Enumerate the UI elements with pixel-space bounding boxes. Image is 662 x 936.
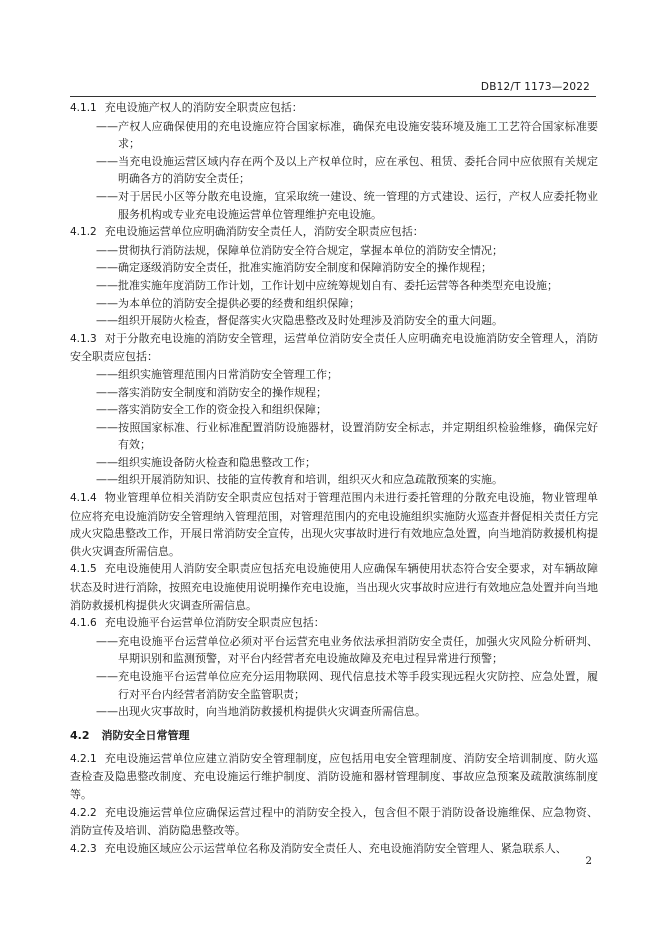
- clause-4-1-4: [70, 489, 598, 560]
- clause-number: 4.1.2: [70, 226, 97, 239]
- clause-4-1-3: [70, 330, 598, 489]
- clause-text: 充电设施运营单位应确保运营过程中的消防安全投入，包含但不限于消防设备设施维保、应急物资、消防宣传及培训、消防隐患整改等。: [70, 805, 598, 838]
- clause-number: 4.1.5: [70, 563, 97, 576]
- clause-text: 充电设施产权人的消防安全职责应包括：: [104, 101, 303, 114]
- section-number: 4.2: [70, 728, 90, 742]
- list-item: ——充电设施平台运营单位应充分运用物联网、现代信息技术等手段实现远程火灾防控、应急处置，履行对平台内经营者消防安全监管职责；: [96, 670, 598, 701]
- clause-text: 充电设施区域应公示运营单位名称及消防安全责任人、充电设施消防安全管理人、紧急联系人、: [104, 841, 567, 855]
- list-item: ——为本单位的消防安全提供必要的经费和组织保障；: [96, 296, 360, 310]
- list-item: ——对于居民小区等分散充电设施，宜采取统一建设、统一管理的方式建设、运行，产权人应委托物业服务机构或专业充电设施运营单位管理维护充电设施。: [96, 189, 598, 221]
- list-item: ——落实消防安全工作的资金投入和组织保障；: [96, 403, 327, 417]
- list-item: ——组织开展防火检查，督促落实火灾隐患整改及时处理涉及消防安全的重大问题。: [96, 314, 503, 328]
- section-heading-4-2: [70, 727, 598, 745]
- clause-4-1-5: [70, 560, 598, 614]
- header-divider: [70, 96, 596, 97]
- list-item: ——组织实施管理范围内日常消防安全管理工作；: [96, 367, 338, 381]
- list-item: ——当充电设施运营区域内存在两个及以上产权单位时，应在承包、租赁、委托合同中应依照有关规定明确各方的消防安全责任；: [96, 154, 598, 186]
- list-item: ——组织开展消防知识、技能的宣传教育和培训，组织灭火和应急疏散预案的实施。: [96, 473, 503, 487]
- clause-number: 4.1.4: [70, 492, 97, 505]
- list-item: ——产权人应确保使用的充电设施应符合国家标准，确保充电设施安装环境及施工工艺符合国家标准要求；: [96, 119, 598, 151]
- document-code-header: DB12/T 1173—2022: [480, 81, 590, 93]
- clause-text: 充电设施平台运营单位消防安全职责应包括：: [104, 616, 325, 630]
- list-item: ——批准实施年度消防工作计划，工作计划中应统筹规划自有、委托运营等各种类型充电设施；: [96, 278, 558, 292]
- list-item: ——贯彻执行消防法规，保障单位消防安全符合规定，掌握本单位的消防安全情况；: [96, 243, 503, 257]
- list-item: ——组织实施设备防火检查和隐患整改工作；: [96, 455, 316, 469]
- list-item: ——出现火灾事故时，向当地消防救援机构提供火灾调查所需信息。: [96, 705, 426, 719]
- clause-4-1-1: [70, 99, 598, 223]
- clause-number: 4.2.3: [70, 842, 97, 855]
- clause-4-1-2: [70, 223, 598, 330]
- list-item: ——按照国家标准、行业标准配置消防设施器材，设置消防安全标志，并定期组织检验维修，确保完好有效；: [96, 420, 598, 452]
- clause-number: 4.1.6: [70, 617, 97, 630]
- page-number: 2: [585, 855, 592, 867]
- clause-number: 4.2.2: [70, 806, 97, 819]
- clause-4-2-3: [70, 840, 598, 859]
- clause-text: 物业管理单位相关消防安全职责应包括对于管理范围内未进行委托管理的分散充电设施，物业管理单位应将充电设施消防安全管理纳入管理范围，对管理范围内的充电设施组织实施防火巡查并督促相关责任方完成火灾隐患整改工作，开展日常消防安全宣传，出现火灾事故时进行有效地应急处置，向当地消防救援机构提供火灾调查所需信息。: [70, 491, 598, 558]
- clause-text: 充电设施使用人消防安全职责应包括充电设施使用人应确保车辆使用状态符合安全要求，对车辆故障状态及时进行消除，按照充电设施使用说明操作充电设施，当出现火灾事故时应进行有效地应急处置并向当地消防救援机构提供火灾调查所需信息。: [70, 562, 598, 612]
- clause-number: 4.1.1: [70, 102, 97, 114]
- clause-4-2-1: [70, 750, 598, 804]
- clause-number: 4.2.1: [70, 752, 97, 765]
- clause-4-1-6: [70, 614, 598, 721]
- document-body: [70, 99, 598, 858]
- list-item: ——落实消防安全制度和消防安全的操作规程；: [96, 385, 327, 399]
- clause-text: 充电设施运营单位应明确消防安全责任人，消防安全职责应包括：: [104, 225, 424, 239]
- clause-4-2-2: [70, 804, 598, 840]
- list-item: ——确定逐级消防安全责任，批准实施消防安全制度和保障消防安全的操作规程；: [96, 261, 492, 275]
- clause-text: 充电设施运营单位应建立消防安全管理制度，应包括用电安全管理制度、消防安全培训制度、防火巡查检查及隐患整改制度、充电设施运行维护制度、消防设施和器材管理制度、事故应急预案及疏散演练制度等。: [70, 751, 598, 801]
- section-title: 消防安全日常管理: [101, 728, 190, 742]
- list-item: ——充电设施平台运营单位必须对平台运营充电业务依法承担消防安全责任，加强火灾风险分析研判、早期识别和监测预警，对平台内经营者充电设施故障及充电过程异常进行预警；: [96, 634, 598, 666]
- clause-text: 对于分散充电设施的消防安全管理，运营单位消防安全责任人应明确充电设施消防安全管理人，消防安全职责应包括：: [70, 331, 598, 364]
- clause-number: 4.1.3: [70, 332, 97, 345]
